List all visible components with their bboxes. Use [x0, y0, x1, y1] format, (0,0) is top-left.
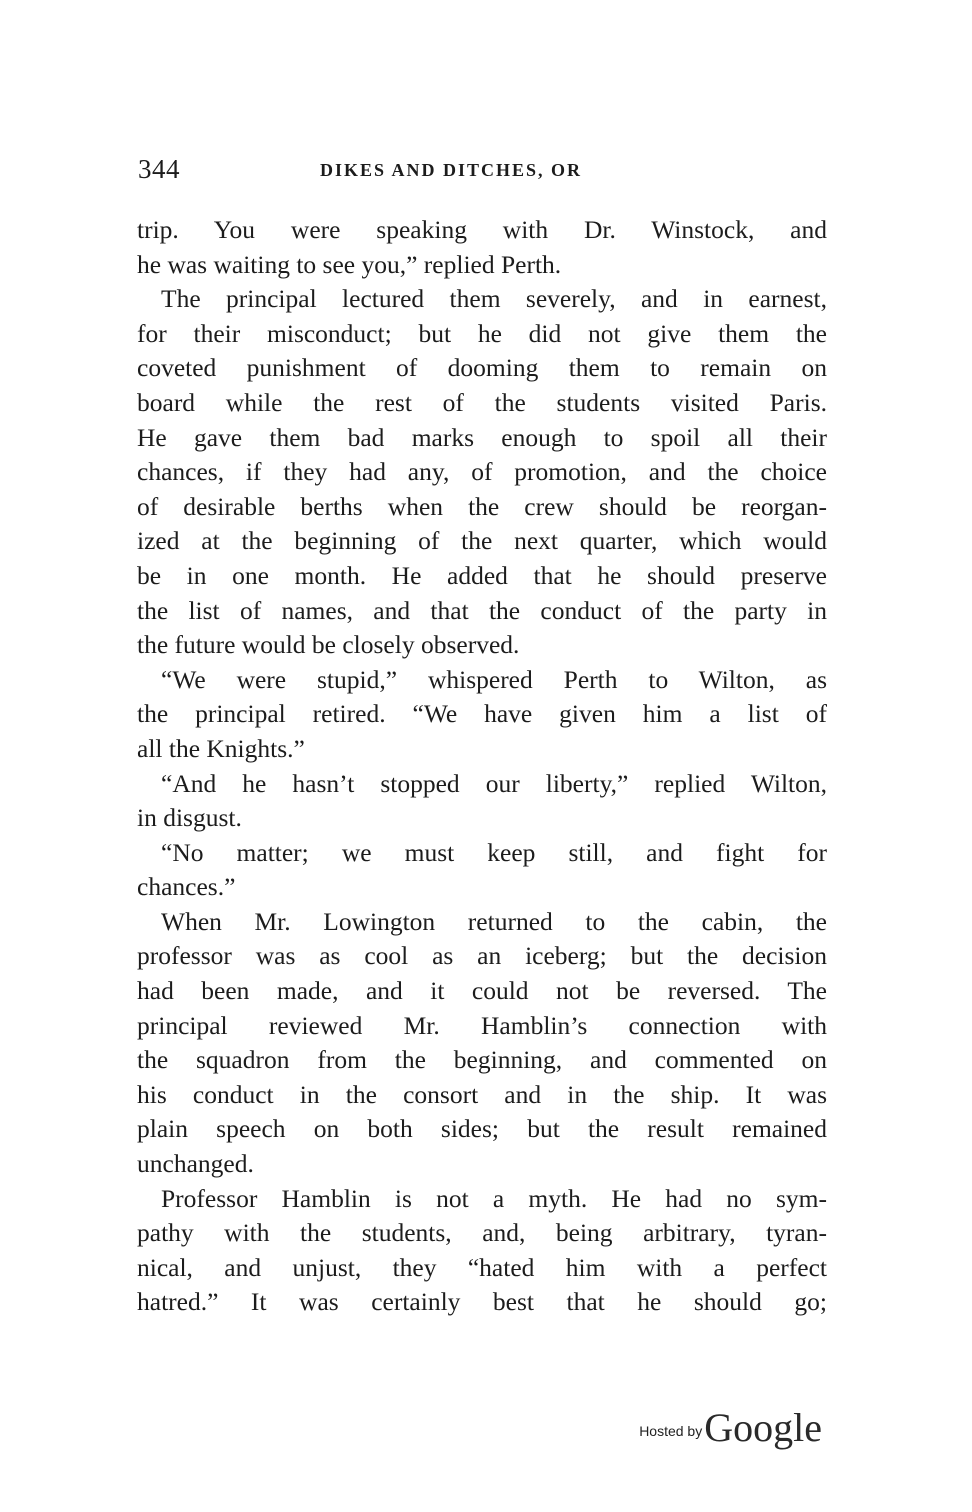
text-line: hatred.” It was certainly best that he should go;	[137, 1287, 827, 1317]
text-line: the squadron from the beginning, and commented on	[137, 1045, 827, 1075]
text-line: all the Knights.”	[137, 733, 305, 763]
text-line: chances.”	[137, 872, 236, 902]
text-line: principal reviewed Mr. Hamblin’s connection with	[137, 1010, 827, 1040]
text-line: chances, if they had any, of promotion, and the choice	[137, 457, 827, 487]
text-line: “No matter; we must keep still, and fight for	[161, 837, 827, 867]
google-watermark	[639, 1398, 822, 1448]
text-line: the list of names, and that the conduct of the party in	[137, 595, 827, 625]
text-line: Professor Hamblin is not a myth. He had no sym-	[161, 1183, 827, 1213]
google-logo-text: Google	[704, 1405, 822, 1450]
text-line: the future would be closely observed.	[137, 630, 520, 660]
text-line: pathy with the students, and, being arbitrary, tyran-	[137, 1218, 827, 1248]
text-line: be in one month. He added that he should preserve	[137, 560, 827, 590]
text-line: the principal retired. “We have given him a list of	[137, 699, 827, 729]
text-line: nical, and unjust, they “hated him with a perfect	[137, 1252, 827, 1282]
text-line: “And he hasn’t stopped our liberty,” replied Wilton,	[161, 768, 827, 798]
text-line: his conduct in the consort and in the ship. It was	[137, 1079, 827, 1109]
running-title: DIKES AND DITCHES, OR	[320, 160, 583, 180]
text-line: had been made, and it could not be reversed. The	[137, 976, 827, 1006]
text-line: trip. You were speaking with Dr. Winstock, and	[137, 215, 827, 244]
text-line: for their misconduct; but he did not give them the	[137, 318, 827, 348]
text-line: “We were stupid,” whispered Perth to Wilton, as	[161, 664, 827, 694]
text-line: board while the rest of the students visited Paris.	[137, 387, 827, 417]
text-line: The principal lectured them severely, and in earnest,	[161, 284, 827, 314]
page-number: 344	[138, 154, 180, 184]
text-line: He gave them bad marks enough to spoil all their	[137, 422, 827, 452]
text-line: of desirable berths when the crew should be reorgan-	[137, 491, 827, 521]
text-line: plain speech on both sides; but the result remained	[137, 1114, 827, 1144]
text-line: professor was as cool as an iceberg; but the decision	[137, 941, 827, 971]
text-line: he was waiting to see you,” replied Perth.	[137, 249, 562, 279]
body-text	[137, 213, 827, 1320]
text-line: ized at the beginning of the next quarter, which would	[137, 526, 827, 556]
text-line: coveted punishment of dooming them to remain on	[137, 353, 827, 383]
text-line: When Mr. Lowington returned to the cabin, the	[161, 906, 827, 936]
page-header	[138, 150, 828, 190]
text-line: in disgust.	[137, 803, 242, 833]
hosted-by-label: Hosted by	[639, 1423, 703, 1439]
text-line: unchanged.	[137, 1149, 254, 1179]
